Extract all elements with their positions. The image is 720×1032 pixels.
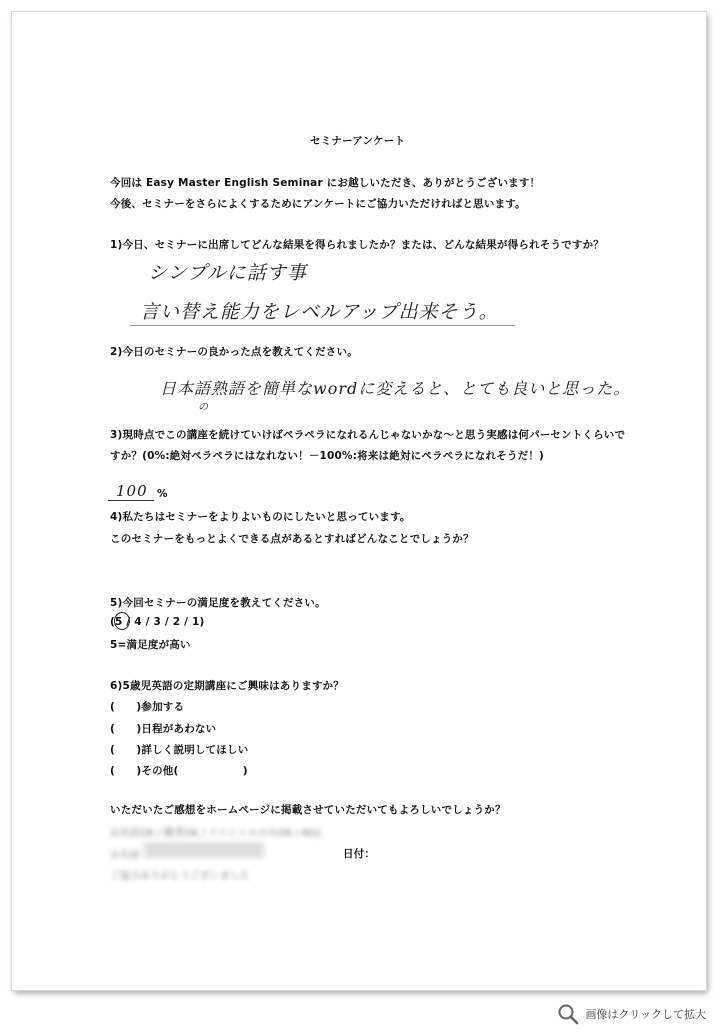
q3-answer-value: 100 [116,482,148,500]
q5-scale: (5 / 4 / 3 / 2 / 1) [110,616,205,628]
q1-answer-line-1: シンプルに話す事 [148,262,307,284]
page-title: セミナーアンケート [310,135,406,147]
survey-sheet[interactable] [12,12,706,990]
consent-options: お名前OK / 職業OK / イニシャルのみOK / NG) [110,828,321,839]
magnifier-icon [557,1003,579,1025]
q6-option-1[interactable]: ( )参加する [110,701,185,713]
q5-legend: 5=満足度が高い [110,639,191,651]
q3-question-line-2: すか？(0%:絶対ペラペラにはなれない！－100%:将来は絶対にペラペラになれそうだ！) [110,450,545,462]
q1-underline [130,325,515,326]
q1-question: 1)今日、セミナーに出席してどんな結果を得られましたか？または、どんな結果が得られそうですか？ [110,239,605,251]
q3-unit: % [157,488,168,500]
q4-question-line-1: 4)私たちはセミナーをよりよいものにしたいと思っています。 [110,511,411,523]
zoom-label: 画像はクリックして拡大 [585,1008,706,1021]
q2-answer: 日本語熟語を簡単なwordに変えると、とても良いと思った。 [160,379,631,398]
q5-question: 5)今回セミナーの満足度を教えてください。 [110,597,326,609]
consent-name-label: お名前 [110,850,140,861]
zoom-hint[interactable] [557,1003,706,1025]
q6-question: 6)5歳児英語の定期講座にご興味はありますか？ [110,680,345,692]
q2-answer-note: の [198,402,209,413]
intro-line-1: 今回は Easy Master English Seminar にお越しいただき、ありがとうございます！ [110,177,541,189]
q1-answer-line-2: 言い替え能力をレベルアップ出来そう。 [140,301,499,323]
q3-question-line-1: 3)現時点でこの講座を続けていけばペラペラになれるんじゃないかな～と思う実感は何パーセントくらいで [110,429,626,441]
consent-question: いただいたご感想をホームページに掲載させていただいてもよろしいでしょうか？ [110,804,506,816]
consent-date-label: 日付： [343,848,376,860]
intro-line-2: 今後、セミナーをさらによくするためにアンケートにご協力いただければと思います。 [110,198,526,210]
q2-question: 2)今日のセミナーの良かった点を教えてください。 [110,346,358,358]
consent-name-value [144,842,264,858]
q6-option-3[interactable]: ( )詳しく説明してほしい [110,744,249,756]
q4-question-line-2: このセミナーをもっとよくできる点があるとすればどんなことでしょうか？ [110,533,474,545]
q3-answer-line [108,500,154,501]
q6-option-4[interactable]: ( )その他( ) [110,765,248,777]
consent-note: ご協力ありがとうございました [110,871,250,882]
q6-option-2[interactable]: ( )日程があわない [110,723,217,735]
q5-selected-circle [114,612,130,630]
